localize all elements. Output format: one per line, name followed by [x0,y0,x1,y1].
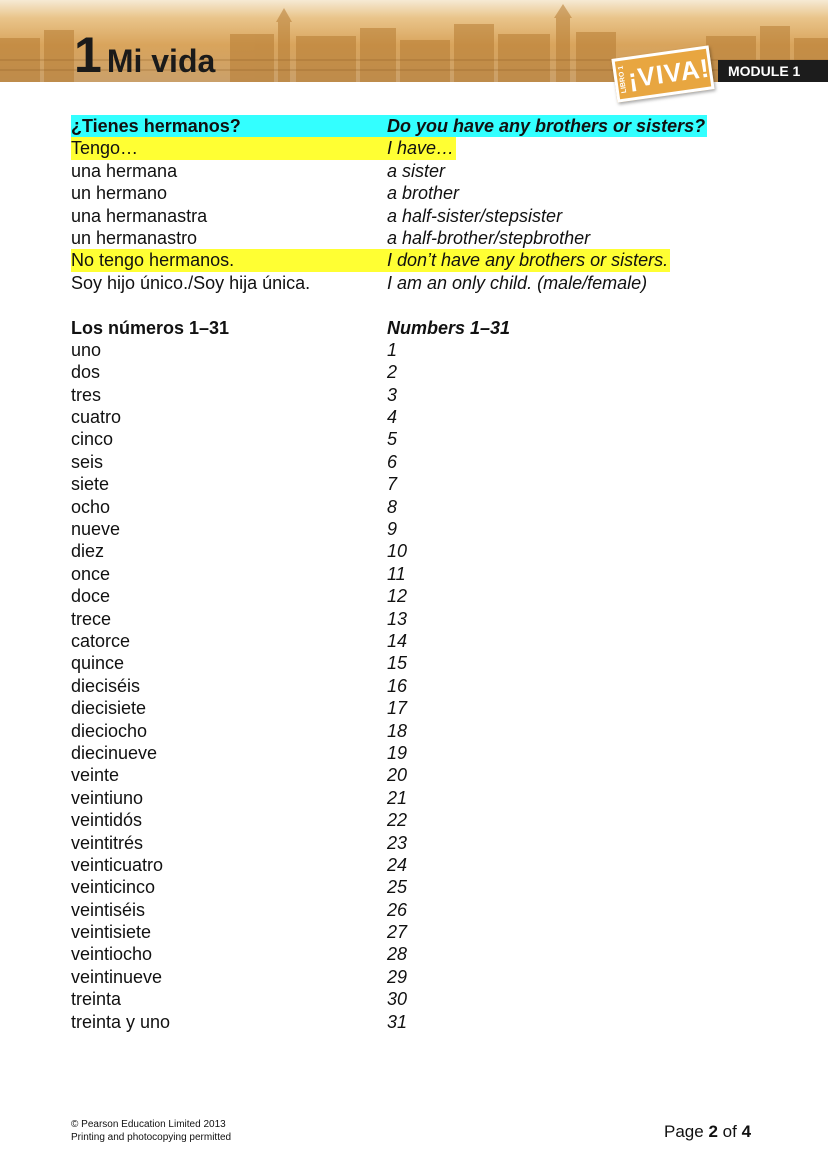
number-row [71,764,751,786]
spanish-term: un hermanastro [71,227,198,248]
english-translation: I don’t have any brothers or sisters. [387,250,669,271]
vocab-row [71,182,751,204]
section-heading-row [71,317,751,339]
page-current: 2 [708,1122,718,1141]
numeral: 20 [387,765,408,786]
number-row [71,339,751,361]
number-row [71,876,751,898]
number-row [71,742,751,764]
footer-copyright [71,1118,231,1144]
spanish-number-word: veintiuno [71,787,144,808]
page-number [664,1122,751,1142]
section-spacer [71,294,751,316]
number-row [71,585,751,607]
number-row [71,832,751,854]
number-row [71,630,751,652]
number-row [71,921,751,943]
spanish-number-word: veintitrés [71,832,144,853]
spanish-number-word: quince [71,653,125,674]
numeral: 15 [387,653,408,674]
number-row [71,384,751,406]
numeral: 9 [387,519,398,540]
spanish-number-word: treinta y uno [71,1011,171,1032]
numeral: 8 [387,496,398,517]
numeral: 5 [387,429,398,450]
spanish-term: una hermana [71,160,178,181]
english-translation: I have… [387,138,455,159]
number-row [71,720,751,742]
english-translation: a brother [387,183,460,204]
spanish-number-word: nueve [71,519,121,540]
spanish-number-word: seis [71,451,104,472]
spanish-number-word: dos [71,362,101,383]
module-tag: MODULE 1 [718,60,828,82]
spanish-term: Soy hijo único./Soy hija única. [71,272,311,293]
number-row [71,899,751,921]
spanish-number-word: diez [71,541,105,562]
number-row [71,652,751,674]
numeral: 3 [387,384,398,405]
spanish-term: Tengo… [71,137,389,159]
spanish-number-word: dieciocho [71,720,148,741]
logo-libro-label: LIBRO 1 [617,65,629,94]
spanish-number-word: diecinueve [71,742,158,763]
spanish-number-word: siete [71,474,110,495]
numeral: 18 [387,720,408,741]
numeral: 23 [387,832,408,853]
number-row [71,966,751,988]
spanish-number-word: veintidós [71,810,143,831]
spanish-number-word: veintisiete [71,922,152,943]
spanish-number-word: veinte [71,765,120,786]
numbers-list [71,339,751,1033]
numeral: 12 [387,586,408,607]
numeral: 19 [387,742,408,763]
copyright-text: © Pearson Education Limited 2013 [71,1119,226,1130]
spanish-term: una hermanastra [71,205,208,226]
number-row [71,854,751,876]
numeral: 13 [387,608,408,629]
number-row [71,809,751,831]
spanish-number-word: trece [71,608,112,629]
spanish-number-word: doce [71,586,111,607]
number-row [71,787,751,809]
numeral: 1 [387,339,398,360]
permission-text: Printing and photocopying permitted [71,1132,232,1143]
spanish-term: No tengo hermanos. [71,249,389,271]
spanish-term: un hermano [71,183,168,204]
spanish-number-word: ocho [71,496,111,517]
number-row [71,406,751,428]
section-heading-english: Numbers 1–31 [387,317,511,338]
numeral: 24 [387,854,408,875]
spanish-number-word: catorce [71,630,131,651]
numeral: 29 [387,966,408,987]
numeral: 22 [387,810,408,831]
english-translation: a half-sister/stepsister [387,205,563,226]
section-heading-spanish: ¿Tienes hermanos? [71,115,389,137]
number-row [71,608,751,630]
number-row [71,496,751,518]
spanish-number-word: once [71,563,111,584]
number-row [71,697,751,719]
spanish-number-word: veintiséis [71,899,146,920]
english-translation: a sister [387,160,446,181]
numeral: 28 [387,944,408,965]
numeral: 7 [387,474,398,495]
spanish-number-word: veintinueve [71,966,163,987]
vocab-row [71,249,751,271]
spanish-number-word: diecisiete [71,698,147,719]
numeral: 27 [387,922,408,943]
page-of: of [722,1122,737,1141]
numeral: 26 [387,899,408,920]
module-number: 1 [74,27,101,82]
numeral: 17 [387,698,408,719]
number-row [71,361,751,383]
vocab-row [71,160,751,182]
number-row [71,988,751,1010]
vocab-row [71,272,751,294]
number-row [71,1011,751,1033]
module-title [74,26,215,82]
spanish-number-word: veintiocho [71,944,153,965]
vocab-row [71,137,751,159]
spanish-number-word: cinco [71,429,114,450]
module-name: Mi vida [106,43,216,79]
number-row [71,451,751,473]
numeral: 16 [387,675,408,696]
numeral: 25 [387,877,408,898]
spanish-number-word: dieciséis [71,675,141,696]
spanish-number-word: tres [71,384,102,405]
numeral: 4 [387,407,398,428]
vocab-row [71,227,751,249]
section-heading-spanish: Los números 1–31 [71,317,230,338]
spanish-number-word: treinta [71,989,122,1010]
numeral: 6 [387,451,398,472]
numeral: 14 [387,630,408,651]
number-row [71,540,751,562]
number-row [71,675,751,697]
numeral: 21 [387,787,408,808]
spanish-number-word: veinticinco [71,877,156,898]
spanish-number-word: uno [71,339,102,360]
vocab-row [71,205,751,227]
number-row [71,518,751,540]
number-row [71,563,751,585]
numeral: 31 [387,1011,408,1032]
number-row [71,428,751,450]
number-row [71,943,751,965]
logo-viva-text: ¡VIVA! [626,52,712,94]
page-total: 4 [741,1122,752,1141]
spanish-number-word: cuatro [71,407,122,428]
number-row [71,473,751,495]
numeral: 2 [387,362,398,383]
numeral: 30 [387,989,408,1010]
numeral: 11 [387,563,406,584]
english-translation: I am an only child. (male/female) [387,272,648,293]
section-heading-row [71,115,751,137]
page-prefix: Page [664,1122,704,1141]
spanish-number-word: veinticuatro [71,854,164,875]
numeral: 10 [387,541,408,562]
english-translation: a half-brother/stepbrother [387,227,591,248]
section-heading-english: Do you have any brothers or sisters? [387,116,706,136]
vocabulary-list [71,115,751,1033]
